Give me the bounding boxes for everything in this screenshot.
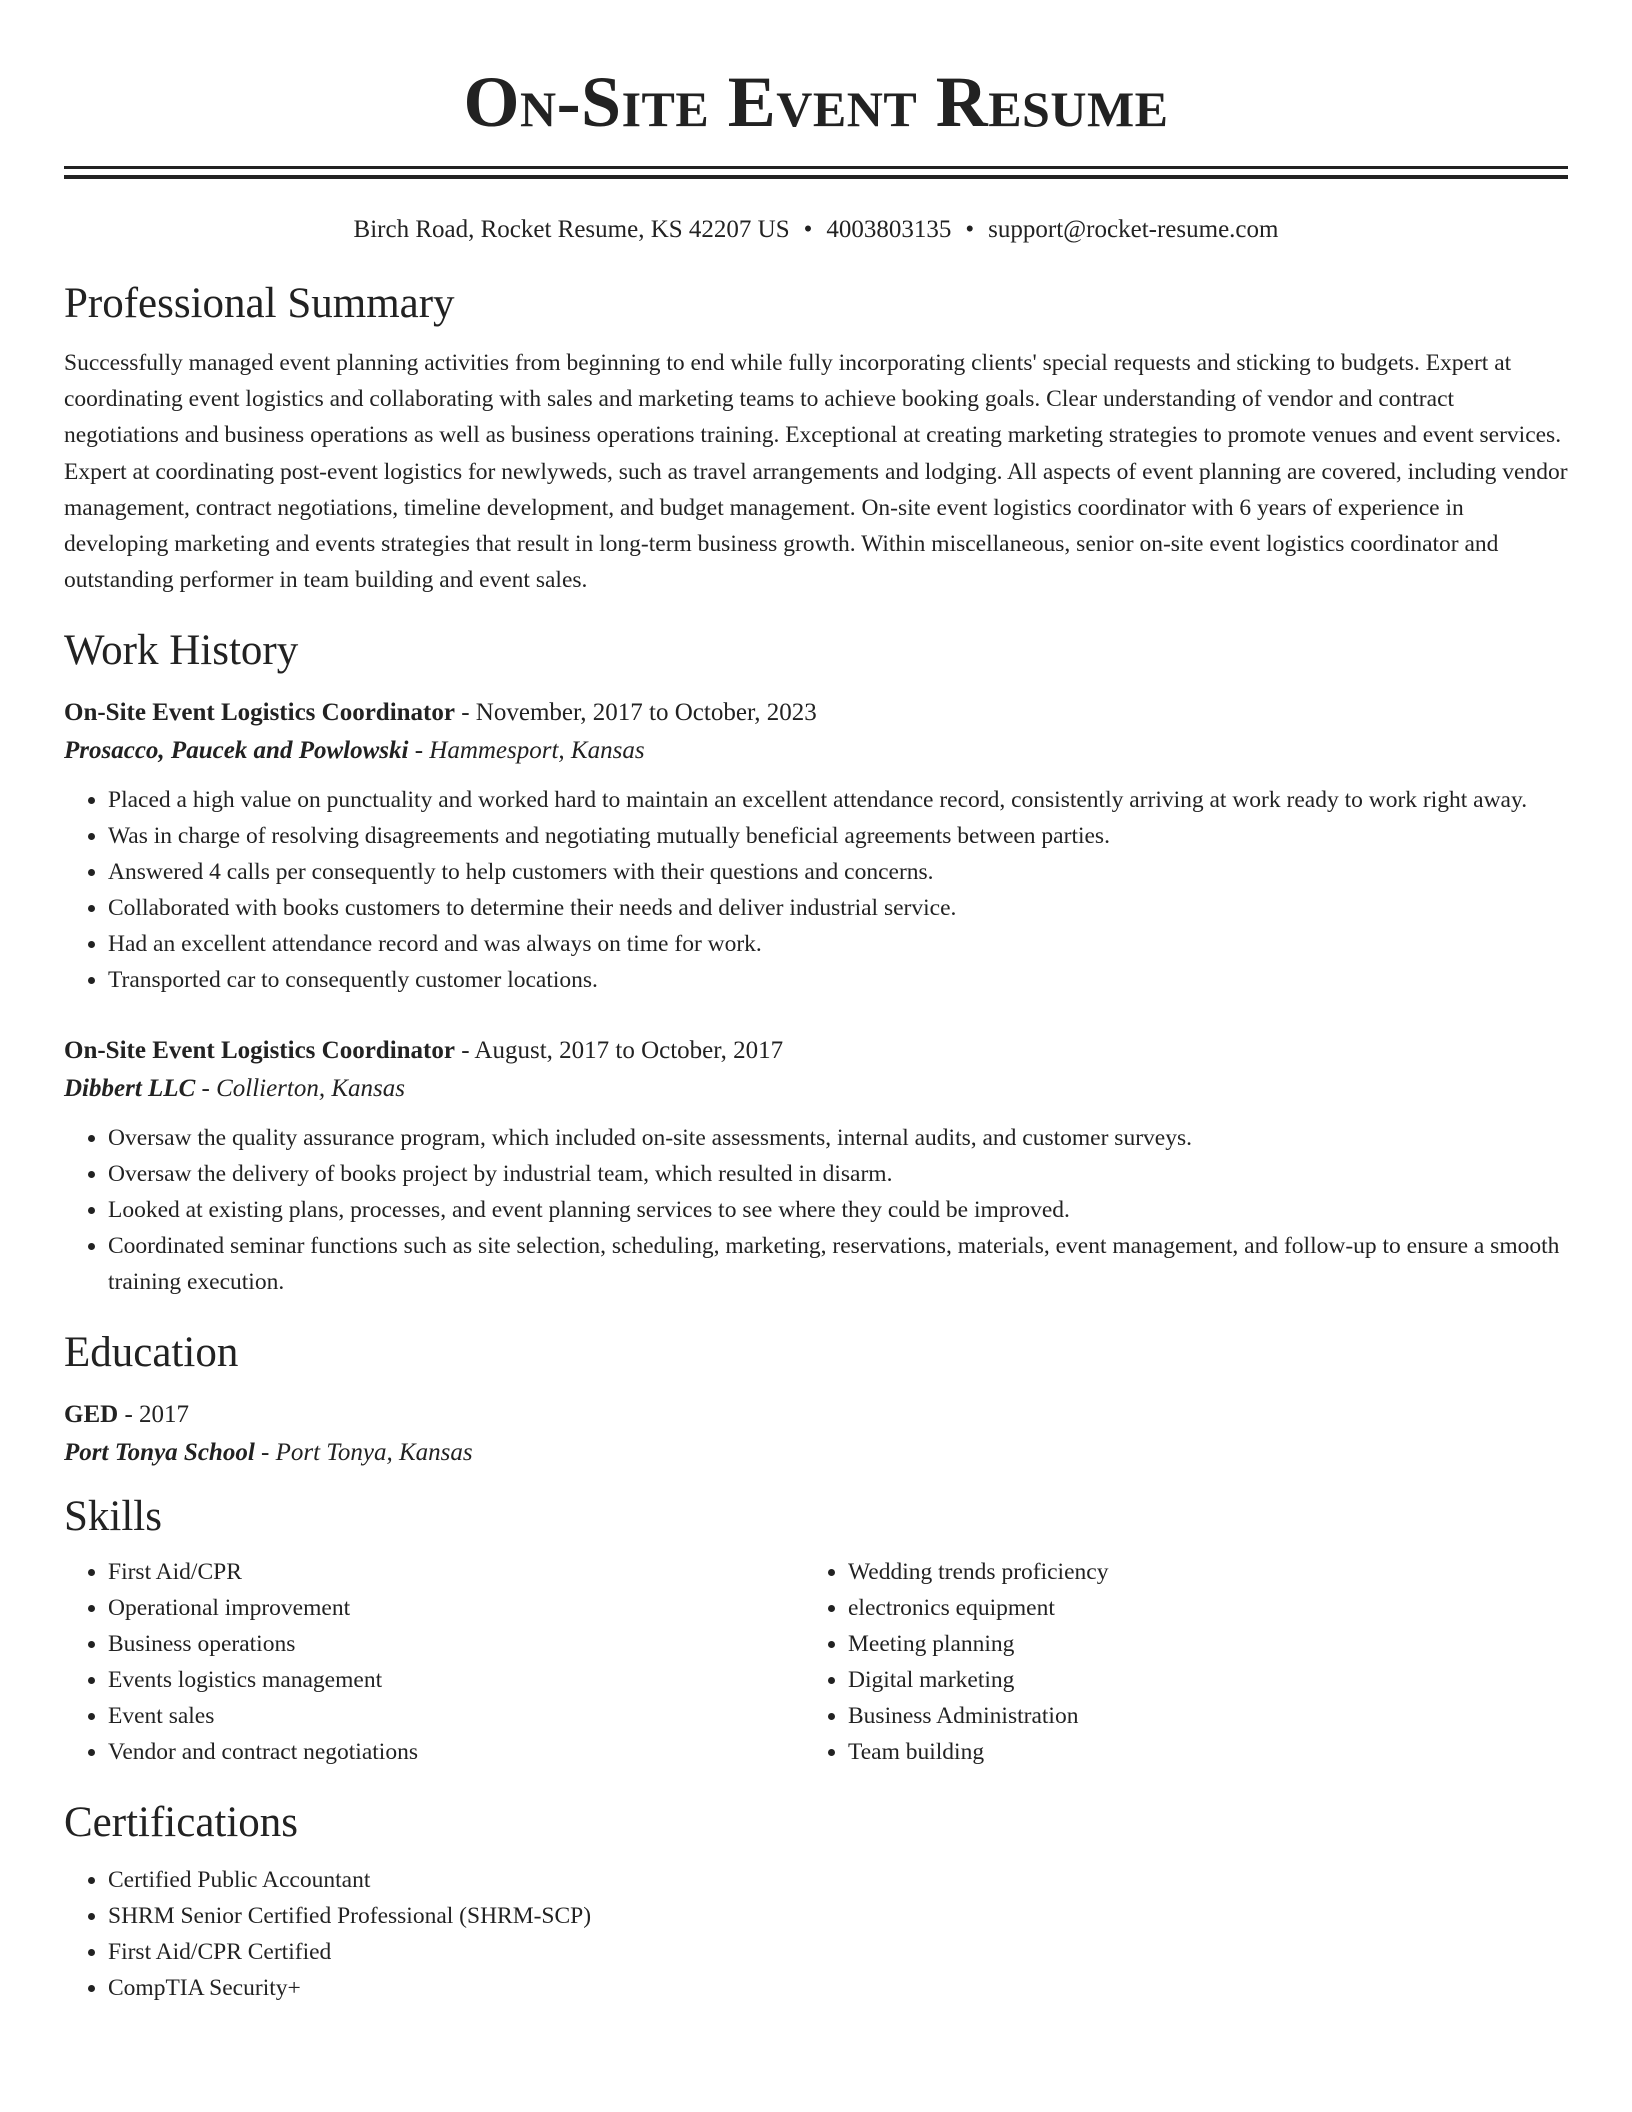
certifications-list <box>64 1862 1568 2006</box>
section-heading: Skills <box>64 1493 162 1541</box>
list-item: • Team building <box>848 1734 1544 1770</box>
list-item: • Placed a high value on punctuality and worked hard to maintain an excellent attendance record, consistently arriving at work ready to work right away. <box>108 782 1568 818</box>
title-divider-top <box>64 166 1568 169</box>
contact-phone: 4003803135 <box>826 216 952 243</box>
job-dates: - August, 2017 to October, 2017 <box>454 1037 784 1065</box>
work-history-section <box>64 624 1568 1300</box>
job-title: On-Site Event Logistics Coordinator <box>64 1037 455 1065</box>
job-title-line <box>64 694 1568 732</box>
school-line <box>64 1434 1568 1472</box>
summary-text: Successfully managed event planning activities from beginning to end while fully incorporating clients' special requests and sticking to budgets. Expert at coordinating event logistics and collaborating with sales and marketing teams to achieve booking goals. Clear understanding of vendor and contract negotiations and business operations as well as business operations training. Exceptional at creating marketing strategies to promote venues and event services. Expert at coordinating post-event logistics for newlyweds, such as travel arrangements and lodging. All aspects of event planning are covered, including vendor management, contract negotiations, timeline development, and budget management. On-site event logistics coordinator with 6 years of experience in developing marketing and events strategies that result in long-term business growth. Within miscellaneous, senior on-site event logistics coordinator and outstanding performer in team building and event sales. <box>64 350 1568 594</box>
list-item: • SHRM Senior Certified Professional (SHRM-SCP) <box>108 1898 1568 1934</box>
skills-column-left <box>64 1554 804 1770</box>
list-item: • Transported car to consequently customer locations. <box>108 962 1568 998</box>
contact-address: Birch Road, Rocket Resume, KS 42207 US <box>353 216 790 243</box>
resume-title: On-Site Event Resume <box>463 62 1169 142</box>
list-item: • Was in charge of resolving disagreements and negotiating mutually beneficial agreements between parties. <box>108 818 1568 854</box>
job-company: Prosacco, Paucek and Powlowski <box>64 737 409 765</box>
skills-list <box>804 1554 1544 1770</box>
job-dates: - November, 2017 to October, 2023 <box>454 699 817 727</box>
degree-year: - 2017 <box>118 1401 190 1429</box>
list-item: • Meeting planning <box>848 1626 1544 1662</box>
job-bullets <box>64 1120 1568 1300</box>
job-title: On-Site Event Logistics Coordinator <box>64 699 455 727</box>
skills-grid <box>64 1554 1568 1770</box>
professional-summary-section <box>64 277 1568 598</box>
list-item: • Wedding trends proficiency <box>848 1554 1544 1590</box>
list-item: • electronics equipment <box>848 1590 1544 1626</box>
contact-separator: • <box>965 216 975 243</box>
section-heading: Education <box>64 1329 239 1377</box>
contact-email: support@rocket-resume.com <box>988 216 1279 243</box>
list-item: • Business Administration <box>848 1698 1544 1734</box>
list-item: • Collaborated with books customers to determine their needs and deliver industrial service. <box>108 890 1568 926</box>
list-item: • Events logistics management <box>108 1662 804 1698</box>
list-item: • Had an excellent attendance record and was always on time for work. <box>108 926 1568 962</box>
education-entry <box>64 1396 1568 1472</box>
list-item: • CompTIA Security+ <box>108 1970 1568 2006</box>
job-bullets <box>64 782 1568 998</box>
degree: GED <box>64 1401 119 1429</box>
contact-line <box>64 213 1568 247</box>
list-item: • Coordinated seminar functions such as site selection, scheduling, marketing, reservations, materials, event management, and follow-up to ensure a smooth training execution. <box>108 1228 1568 1300</box>
list-item: • Vendor and contract negotiations <box>108 1734 804 1770</box>
section-heading: Certifications <box>64 1799 299 1847</box>
job-entry <box>64 694 1568 998</box>
skills-column-right <box>804 1554 1544 1770</box>
list-item: • First Aid/CPR <box>108 1554 804 1590</box>
list-item: • First Aid/CPR Certified <box>108 1934 1568 1970</box>
list-item: • Oversaw the delivery of books project by industrial team, which resulted in disarm. <box>108 1156 1568 1192</box>
job-entry <box>64 1032 1568 1300</box>
skills-section <box>64 1490 1568 1770</box>
section-heading: Professional Summary <box>64 280 455 327</box>
job-location: - Collierton, Kansas <box>195 1075 405 1103</box>
job-company: Dibbert LLC <box>64 1075 196 1103</box>
certifications-section <box>64 1796 1568 2006</box>
education-section <box>64 1326 1568 1472</box>
list-item: • Certified Public Accountant <box>108 1862 1568 1898</box>
skills-list <box>64 1554 804 1770</box>
school-location: - Port Tonya, Kansas <box>254 1439 473 1467</box>
contact-separator: • <box>803 216 813 243</box>
list-item: • Answered 4 calls per consequently to help customers with their questions and concerns. <box>108 854 1568 890</box>
job-title-line <box>64 1032 1568 1070</box>
list-item: • Digital marketing <box>848 1662 1544 1698</box>
job-company-line <box>64 1070 1568 1108</box>
list-item: • Oversaw the quality assurance program, which included on-site assessments, internal audits, and customer surveys. <box>108 1120 1568 1156</box>
title-divider-bottom <box>64 175 1568 179</box>
list-item: • Operational improvement <box>108 1590 804 1626</box>
school-name: Port Tonya School <box>64 1439 255 1467</box>
job-company-line <box>64 732 1568 770</box>
list-item: • Looked at existing plans, processes, and event planning services to see where they could be improved. <box>108 1192 1568 1228</box>
list-item: • Event sales <box>108 1698 804 1734</box>
section-heading: Work History <box>64 627 299 675</box>
job-location: - Hammesport, Kansas <box>408 737 645 765</box>
list-item: • Business operations <box>108 1626 804 1662</box>
degree-line <box>64 1396 1568 1434</box>
